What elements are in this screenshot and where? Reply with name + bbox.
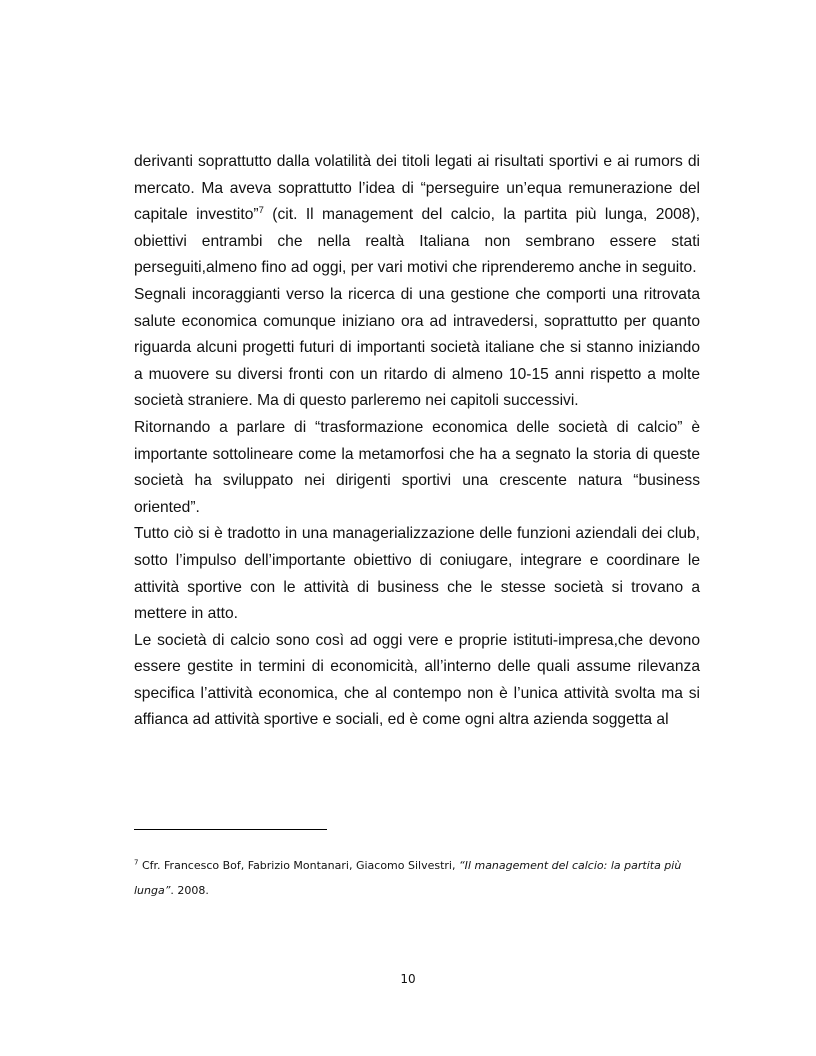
footnote-mark: 7 xyxy=(134,858,139,867)
footnote-title: “Il management del calcio: la partita più lunga” xyxy=(134,859,682,897)
paragraph: Le società di calcio sono così ad oggi vere e proprie istituti-impresa,che devono essere gestite in termini di economicità, all’interno delle quali assume rilevanza specifica l’attività economica, che al contempo non è l’unica attività svolta ma si affianca ad attività sportive e sociali, ed è come ogni altra azienda soggetta al xyxy=(134,631,700,729)
footnote-separator xyxy=(134,829,327,830)
paragraph: Tutto ciò si è tradotto in una managerializzazione delle funzioni aziendali dei club, sotto l’impulso dell’importante obiettivo di coniugare, integrare e coordinare le attività sportive con le attività di business che le stesse società si trovano a mettere in atto. xyxy=(134,525,700,623)
footnote xyxy=(134,853,700,903)
body-text xyxy=(134,149,700,734)
footnote-prefix: Cfr. Francesco Bof, Fabrizio Montanari, Giacomo Silvestri, xyxy=(138,859,459,872)
page-number: 10 xyxy=(400,972,416,986)
paragraph: Segnali incoraggianti verso la ricerca di una gestione che comporti una ritrovata salute economica comunque iniziano ora ad intravedersi, soprattutto per quanto riguarda alcuni progetti futuri di importanti società italiane che si stanno iniziando a muovere su diversi fronti con un ritardo di almeno 10-15 anni rispetto a molte società straniere. Ma di questo parleremo nei capitoli successivi. xyxy=(134,285,700,410)
paragraph-text: (cit. Il management del calcio, la partita più lunga, 2008), obiettivi entrambi che nella realtà Italiana non sembrano essere stati perseguiti,almeno fino ad oggi, per vari motivi che riprenderemo anche in seguito. xyxy=(134,206,700,277)
footnote-reference[interactable]: 7 xyxy=(258,205,264,216)
paragraph xyxy=(134,149,700,282)
footnote-suffix: . 2008. xyxy=(170,884,209,897)
paragraph: Ritornando a parlare di “trasformazione economica delle società di calcio” è importante sottolineare come la metamorfosi che ha a segnato la storia di queste società ha sviluppato nei dirigenti sportivi una crescente natura “business oriented”. xyxy=(134,418,700,516)
paragraph-text: derivanti soprattutto dalla volatilità dei titoli legati ai risultati sportivi e ai rumors di mercato. Ma aveva soprattutto l’idea di “perseguire un’equa remunerazione del capitale investito” xyxy=(134,153,700,224)
